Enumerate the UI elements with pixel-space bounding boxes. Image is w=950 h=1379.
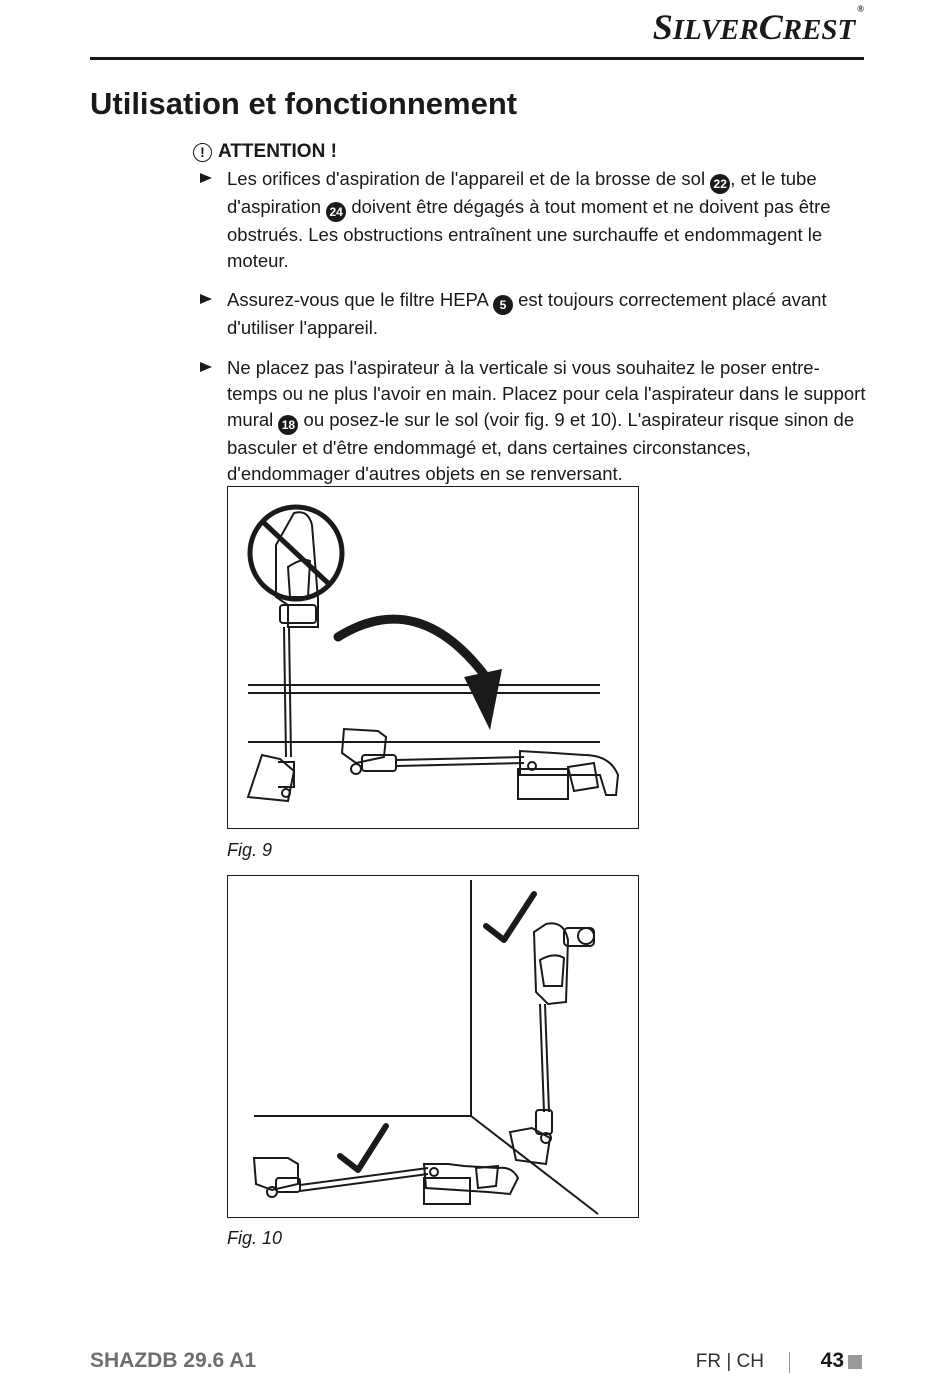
bullet-arrow-icon [200,362,212,372]
reference-number-badge: 24 [326,202,346,222]
checkmark-icon [340,1126,386,1170]
bullet-text: est toujours correctement placé avant d'utiliser l'appareil. [227,289,827,339]
list-item [200,166,870,274]
lying-vacuum-icon [342,729,618,799]
checkmark-icon [486,894,534,940]
bullet-arrow-icon [200,294,212,304]
figure-10-illustration [228,876,637,1216]
attention-label: ATTENTION ! [218,141,337,162]
figure-9-illustration [228,487,637,827]
falling-arrow-icon [338,619,502,730]
page-marker-square [848,1355,862,1369]
figure-10 [227,875,639,1218]
footer-divider [789,1352,790,1373]
warning-list [200,166,870,487]
bullet-arrow-icon [200,173,212,183]
figure-9 [227,486,639,829]
reference-number-badge: 22 [710,174,730,194]
bullet-text: , et le tube d'aspiration [227,168,817,217]
bullet-text: ou posez-le sur le sol (voir fig. 9 et 10). L'aspirateur risque sinon de basculer et d'être endommagé et, dans certaines circonstances, d'endommager d'autres objets en se renversant. [227,409,855,485]
floor-vacuum-icon [254,1158,518,1204]
list-item [200,287,870,341]
reference-number-badge: 5 [493,295,513,315]
bullet-text: doivent être dégagés à tout moment et ne doivent pas être obstrués. Les obstructions entraînent une surchauffe et endommagent le moteur. [227,196,831,272]
bullet-text: Ne placez pas l'aspirateur à la verticale si vous souhaitez le poser entre-temps ou ne plus l'avoir en main. Placez pour cela l'aspirateur dans le support mural [227,356,866,431]
figure-10-caption: Fig. 10 [227,1228,283,1248]
attention-heading [193,141,337,163]
page-number: 43 [820,1349,844,1372]
prohibited-icon [250,507,342,599]
header-rule [90,57,864,60]
brand-logo: SILVERCREST® [652,4,864,47]
page-title: Utilisation et fonctionnement [90,86,518,121]
language-indicator: FR | CH [695,1351,764,1372]
upright-vacuum-icon [248,512,318,801]
bullet-text: Assurez-vous que le filtre HEPA [227,289,493,311]
reference-number-badge: 18 [278,415,298,435]
model-number: SHAZDB 29.6 A1 [90,1349,257,1372]
exclamation-circle-icon: ! [193,143,212,162]
bullet-text: Les orifices d'aspiration de l'appareil et de la brosse de sol [227,168,711,189]
list-item [200,355,870,488]
figure-9-caption: Fig. 9 [227,840,273,860]
wall-mounted-vacuum-icon [510,923,594,1164]
